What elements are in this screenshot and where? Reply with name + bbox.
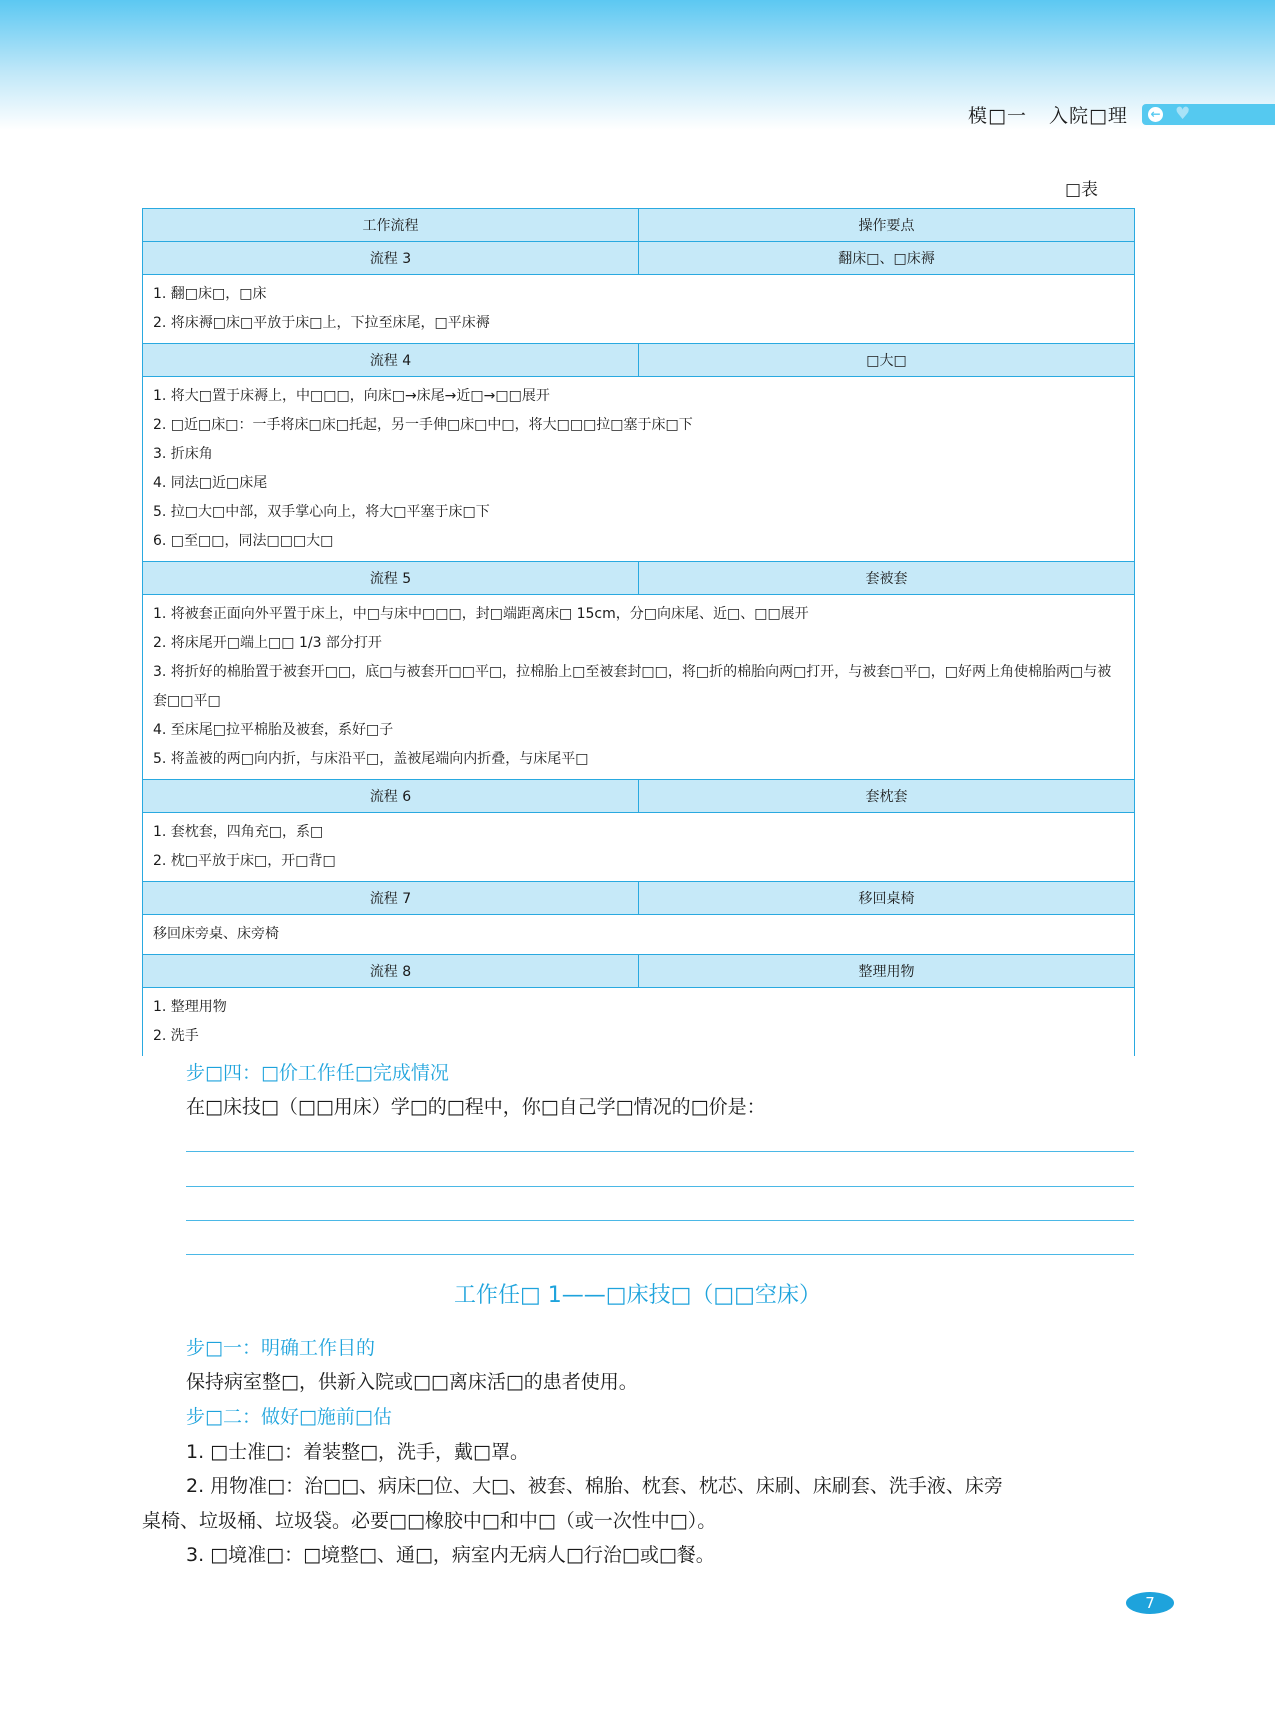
step-label: 流程 4: [143, 344, 639, 377]
heart-icon: ♥: [1175, 104, 1191, 124]
step-key-point: □大□: [639, 344, 1135, 377]
step-detail-item: 4. 至床尾□拉平棉胎及被套，系好□子: [153, 722, 394, 738]
step2-heading: 步□二：做好□施前□估: [186, 1406, 392, 1428]
step-detail-item: 2. 枕□平放于床□，开□背□: [153, 853, 336, 869]
step-detail-item: 5. 将盖被的两□向内折，与床沿平□，盖被尾端向内折叠，与床尾平□: [153, 751, 589, 767]
step-detail-item: 2. □近□床□：一手将床□床□托起，另一手伸□床□中□，将大□□□拉□塞于床□下: [153, 417, 693, 433]
answer-line[interactable]: [186, 1151, 1134, 1152]
step-label: 流程 3: [143, 242, 639, 275]
step1-heading: 步□一：明确工作目的: [186, 1337, 375, 1359]
step-detail-item: 3. 折床角: [153, 446, 213, 462]
header-tab: [1142, 104, 1275, 125]
step-detail-item: 1. 将大□置于床褥上，中□□□，向床□→床尾→近□→□□展开: [153, 388, 550, 404]
column-header: 操作要点: [639, 209, 1135, 242]
step-detail-item: 1. 翻□床□，□床: [153, 286, 267, 302]
answer-line[interactable]: [186, 1220, 1134, 1221]
step-key-point: 翻床□、□床褥: [639, 242, 1135, 275]
step-label: 流程 6: [143, 780, 639, 813]
page-number: 7: [1126, 1592, 1174, 1614]
step-details: [143, 595, 1135, 780]
section-label: 入院□理: [1048, 105, 1128, 127]
table-caption: □表: [1065, 180, 1099, 200]
step-detail-item: 5. 拉□大□中部，双手掌心向上，将大□平塞于床□下: [153, 504, 490, 520]
step4-heading: 步□四：□价工作任□完成情况: [186, 1062, 449, 1084]
step-details: [143, 377, 1135, 562]
step-key-point: 套枕套: [639, 780, 1135, 813]
answer-line[interactable]: [186, 1254, 1134, 1255]
step-detail-item: 6. □至□□，同法□□□大□: [153, 533, 334, 549]
step-details: [143, 813, 1135, 882]
workflow-table: [142, 208, 1135, 1056]
step-label: 流程 8: [143, 955, 639, 988]
prep-item-2: 2. 用物准□：治□□、病床□位、大□、被套、棉胎、枕套、枕芯、床刷、床刷套、洗手液、床旁: [186, 1475, 1003, 1497]
step-detail-item: 移回床旁桌、床旁椅: [153, 926, 279, 942]
answer-line[interactable]: [186, 1186, 1134, 1187]
step-detail-item: 3. 将折好的棉胎置于被套开□□，底□与被套开□□平□，拉棉胎上□至被套封□□，将□折的棉胎向两□打开，与被套□平□，□好两上角使棉胎两□与被套□□平□: [153, 664, 1112, 709]
step-key-point: 整理用物: [639, 955, 1135, 988]
step-details: [143, 915, 1135, 955]
step1-text: 保持病室整□，供新入院或□□离床活□的患者使用。: [186, 1371, 638, 1393]
step-detail-item: 2. 洗手: [153, 1028, 199, 1044]
step-detail-item: 4. 同法□近□床尾: [153, 475, 268, 491]
step-detail-item: 1. 将被套正面向外平置于床上，中□与床中□□□，封□端距离床□ 15cm，分□向床尾、近□、□□展开: [153, 606, 809, 622]
step-detail-item: 2. 将床褥□床□平放于床□上，下拉至床尾，□平床褥: [153, 315, 490, 331]
step-key-point: 套被套: [639, 562, 1135, 595]
step-label: 流程 5: [143, 562, 639, 595]
task-title: 工作任□ 1——□床技□（□□空床）: [454, 1283, 821, 1308]
step-detail-item: 1. 整理用物: [153, 999, 227, 1015]
running-header: [968, 101, 1128, 128]
step-detail-item: 2. 将床尾开□端上□□ 1/3 部分打开: [153, 635, 382, 651]
prep-item-2-cont: 桌椅、垃圾桶、垃圾袋。必要□□橡胶中□和中□（或一次性中□）。: [142, 1510, 717, 1532]
step-details: [143, 988, 1135, 1057]
prep-item-1: 1. □士准□：着装整□，洗手，戴□罩。: [186, 1441, 529, 1463]
module-label: 模□一: [968, 105, 1027, 127]
step-label: 流程 7: [143, 882, 639, 915]
step-details: [143, 275, 1135, 344]
back-arrow-icon: ←: [1148, 107, 1163, 122]
step-detail-item: 1. 套枕套，四角充□，系□: [153, 824, 324, 840]
step4-prompt: 在□床技□（□□用床）学□的□程中，你□自己学□情况的□价是：: [186, 1096, 766, 1118]
column-header: 工作流程: [143, 209, 639, 242]
step-key-point: 移回桌椅: [639, 882, 1135, 915]
prep-item-3: 3. □境准□：□境整□、通□，病室内无病人□行治□或□餐。: [186, 1544, 715, 1566]
